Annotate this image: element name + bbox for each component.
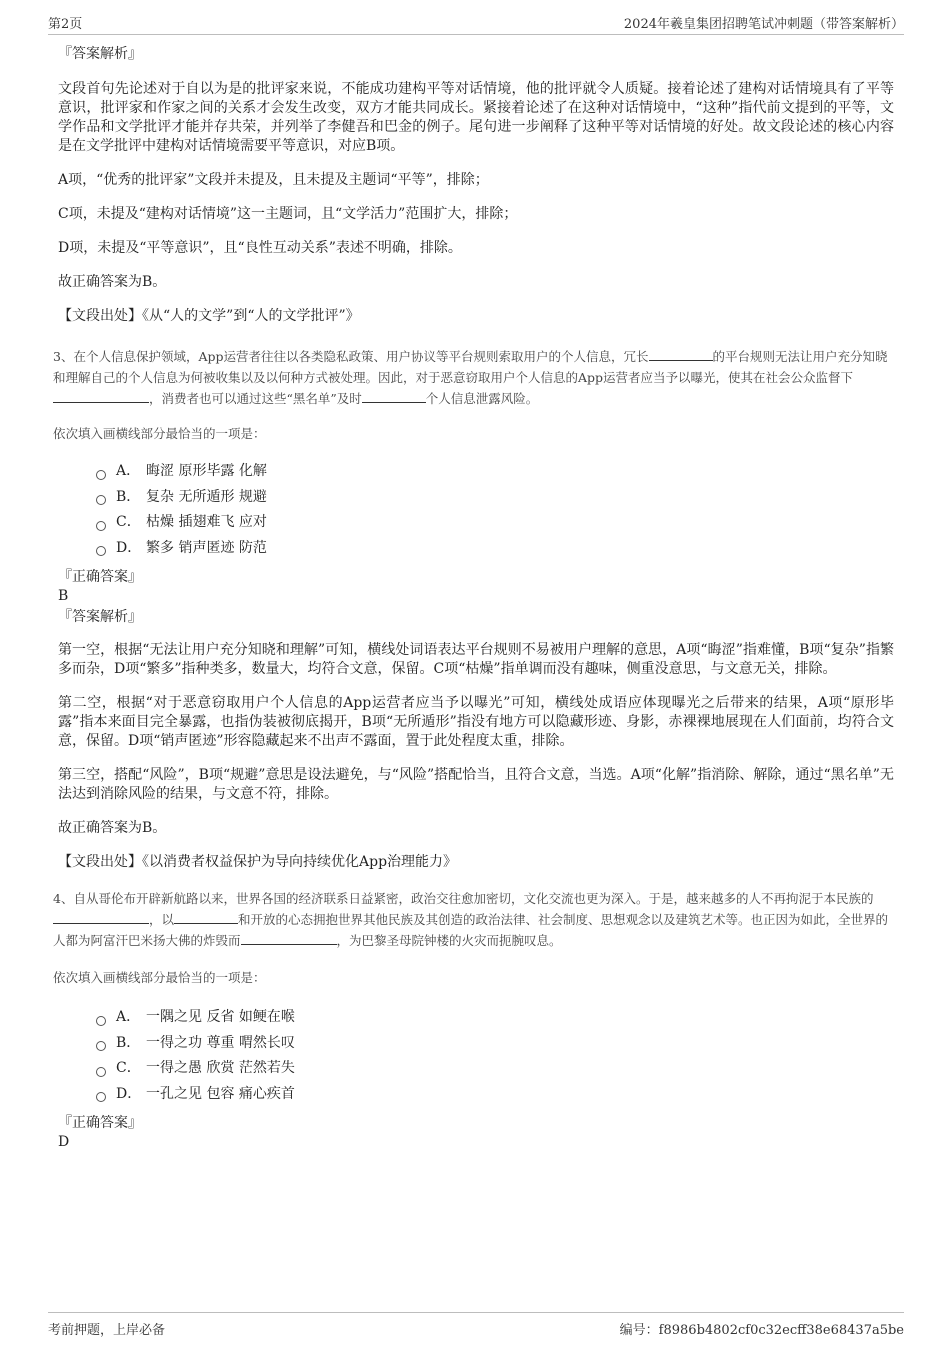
- q2-conclusion: 故正确答案为B。: [58, 274, 167, 290]
- q4-option-b-text: 一得之功 尊重 喟然长叹: [146, 1034, 295, 1051]
- q3-options: [96, 459, 894, 561]
- q3-stem-part1: 3、在个人信息保护领域，App运营者往往以各类隐私政策、用户协议等平台规则索取用户的个人信息，冗长: [53, 349, 649, 364]
- q4-correct-label: 『正确答案』: [58, 1115, 142, 1131]
- q4-option-a-letter: A．: [116, 1009, 141, 1025]
- q2-note-a: A项，“优秀的批评家”文段并未提及，且未提及主题词“平等”，排除；: [58, 172, 489, 188]
- q3-option-d-letter: D．: [116, 539, 142, 556]
- page-content: [53, 44, 894, 1151]
- q4-correct-answer: D: [58, 1134, 70, 1150]
- q4-blank-2: [174, 911, 238, 924]
- q2-analysis-label: 『答案解析』: [58, 46, 142, 62]
- q4-option-b[interactable]: [96, 1031, 894, 1057]
- q4-option-c[interactable]: [96, 1056, 894, 1082]
- q4-option-b-letter: B．: [116, 1034, 141, 1051]
- q4-option-d-text: 一孔之见 包容 痛心疾首: [146, 1085, 295, 1102]
- q4-blank-1: [53, 911, 149, 924]
- footer-slogan: 考前押题，上岸必备: [48, 1323, 166, 1338]
- q3-correct-label: 『正确答案』: [58, 569, 142, 585]
- q3-conclusion: 故正确答案为B。: [58, 820, 167, 836]
- q4-option-a[interactable]: [96, 1005, 894, 1031]
- q2-note-c: C项，未提及“建构对话情境”这一主题词，且“文学活力”范围扩大，排除；: [58, 206, 518, 222]
- q3-option-a[interactable]: [96, 459, 894, 485]
- q3-analysis-p3: 第三空，搭配“风险”，B项“规避”意思是设法避免，与“风险”搭配恰当，且符合文意，当选。A项“化解”指消除、解除，通过“黑名单”无法达到消除风险的结果，与文意不符，排除。: [58, 767, 894, 802]
- q3-analysis-p1: 第一空，根据“无法让用户充分知晓和理解”可知，横线处词语表达平台规则不易被用户理解的意思，A项“晦涩”指难懂，B项“复杂”指繁多而杂，D项“繁多”指种类多，数量大，均符合文意，保留。C项“枯燥”指单调而没有趣味，侧重没意思，与文意无关，排除。: [58, 642, 894, 677]
- q3-blank-1: [649, 348, 713, 361]
- q3-option-b-text: 复杂 无所遁形 规避: [146, 488, 267, 505]
- q3-stem: [53, 346, 894, 409]
- q3-option-c[interactable]: [96, 510, 894, 536]
- radio-icon[interactable]: [96, 495, 106, 505]
- radio-icon[interactable]: [96, 521, 106, 531]
- q3-source: 【文段出处】《以消费者权益保护为导向持续优化App治理能力》: [58, 854, 458, 870]
- radio-icon[interactable]: [96, 470, 106, 480]
- document-title: 2024年羲皇集团招聘笔试冲刺题（带答案解析）: [623, 17, 904, 32]
- q3-option-b[interactable]: [96, 485, 894, 511]
- q4-blank-3: [241, 932, 337, 945]
- q3-analysis-p2: 第二空，根据“对于恶意窃取用户个人信息的App运营者应当予以曝光”可知，横线处成语应体现曝光之后带来的结果，A项“原形毕露”指本来面目完全暴露，也指伪装被彻底揭开，B项“无所遁形”指没有地方可以隐藏形迹、身影，赤裸裸地展现在人们面前，均符合文意，保留。D项“销声匿迹”形容隐藏起来不出声不露面，置于此处程度太重，排除。: [58, 695, 894, 749]
- page-number: 第2页: [48, 17, 83, 32]
- q3-option-c-text: 枯燥 插翅难飞 应对: [146, 514, 267, 530]
- page-header: [48, 10, 904, 35]
- q3-instruction: 依次填入画横线部分最恰当的一项是：: [53, 426, 266, 441]
- q4-option-d-letter: D．: [116, 1085, 142, 1102]
- q3-stem-part2: 的平台规则无法让用户充分知晓和理解自己的个人信息为何被收集以及以何种方式被处理。因此，对于恶意窃取用户个人信息的App运营者应当予以曝光，使其在社会公众监督下: [53, 349, 888, 385]
- q4-option-c-text: 一得之愚 欣赏 茫然若失: [146, 1060, 295, 1076]
- q4-stem-part1: 4、自从哥伦布开辟新航路以来，世界各国的经济联系日益紧密，政治交往愈加密切，文化交流也更为深入。于是，越来越多的人不再拘泥于本民族的: [53, 891, 874, 906]
- q3-option-a-letter: A．: [116, 463, 141, 479]
- q4-stem-part2: ，以: [149, 912, 175, 927]
- q3-option-d[interactable]: [96, 536, 894, 562]
- q3-option-a-text: 晦涩 原形毕露 化解: [146, 463, 267, 479]
- q2-note-d: D项，未提及“平等意识”，且“良性互动关系”表述不明确，排除。: [58, 240, 462, 256]
- radio-icon[interactable]: [96, 546, 106, 556]
- radio-icon[interactable]: [96, 1016, 106, 1026]
- q2-source: 【文段出处】《从“人的文学”到“人的文学批评”》: [58, 308, 360, 324]
- footer-serial: 编号：f8986b4802cf0c32ecff38e68437a5be: [619, 1323, 904, 1338]
- radio-icon[interactable]: [96, 1041, 106, 1051]
- q3-stem-part4: 个人信息泄露风险。: [425, 391, 539, 406]
- q3-option-d-text: 繁多 销声匿迹 防范: [146, 539, 267, 556]
- q3-option-b-letter: B．: [116, 488, 141, 505]
- q3-blank-3: [362, 390, 426, 403]
- q4-option-a-text: 一隅之见 反省 如鲠在喉: [146, 1009, 295, 1025]
- q3-stem-part3: ，消费者也可以通过这些“黑名单”及时: [149, 391, 362, 406]
- q4-instruction: 依次填入画横线部分最恰当的一项是：: [53, 970, 266, 985]
- q4-stem-part3: 和开放的心态拥抱世界其他民族及其创造的政治法律、社会制度、思想观念以及建筑艺术等。也正因为如此，全世界的人都为阿富汗巴米扬大佛的炸毁而: [53, 912, 889, 948]
- q3-analysis-label: 『答案解析』: [58, 609, 142, 625]
- radio-icon[interactable]: [96, 1067, 106, 1077]
- q2-analysis-paragraph: 文段首句先论述对于自以为是的批评家来说，不能成功建构平等对话情境，他的批评就令人质疑。接着论述了建构对话情境具有了平等意识，批评家和作家之间的关系才会发生改变，双方才能共同成长。紧接着论述了在这种对话情境中，“这种”指代前文提到的平等，文学作品和文学批评才能并存共荣，并列举了李健吾和巴金的例子。尾句进一步阐释了这种平等对话情境的好处。故文段论述的核心内容是在文学批评中建构对话情境需要平等意识，对应B项。: [58, 81, 894, 154]
- q3-option-c-letter: C．: [116, 514, 141, 530]
- radio-icon[interactable]: [96, 1092, 106, 1102]
- q4-option-d[interactable]: [96, 1082, 894, 1108]
- q3-correct-answer: B: [58, 588, 69, 604]
- q4-stem: [53, 888, 894, 951]
- page-footer: [48, 1312, 904, 1337]
- q4-stem-part4: ，为巴黎圣母院钟楼的火灾而扼腕叹息。: [336, 933, 562, 948]
- q3-blank-2: [53, 390, 149, 403]
- q4-options: [96, 1005, 894, 1107]
- q4-option-c-letter: C．: [116, 1060, 141, 1076]
